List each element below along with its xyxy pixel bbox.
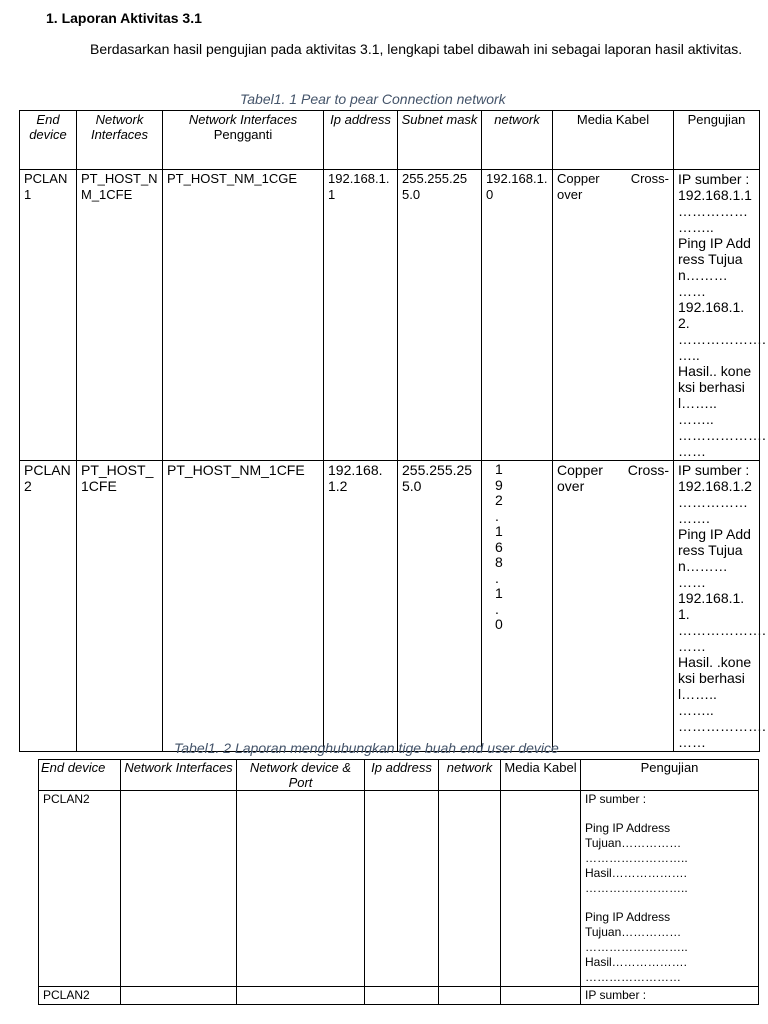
cell-media-kabel[interactable]: [501, 791, 581, 987]
network-char: 1: [495, 461, 503, 477]
pengujian-line: ……: [678, 734, 706, 750]
section-paragraph: Berdasarkan hasil pengujian pada aktivitas 3.1, lengkapi tabel dibawah ini sebagai laporan hasil aktivitas.: [90, 41, 743, 57]
cell-pengganti: PT_HOST_NM_1CFE: [163, 461, 324, 752]
cell-network-vertical: [482, 461, 553, 752]
cell-ip-address[interactable]: [365, 987, 439, 1005]
cell-network[interactable]: [439, 791, 501, 987]
pengujian-line: ……………: [678, 203, 748, 219]
network-char: .: [495, 600, 499, 617]
pengujian-line: Hasil……………….: [585, 866, 688, 880]
pengujian-line: ……..: [678, 702, 714, 718]
network-char: 2: [495, 492, 503, 508]
pengujian-line: …….: [678, 510, 710, 526]
pengujian-line: ……………………..: [585, 881, 688, 895]
pengujian-line: Ping IP Address Tujuan………: [678, 235, 751, 283]
cell-media-kabel: [553, 461, 674, 752]
media-word-a: Copper: [557, 462, 603, 478]
cell-network-device-port[interactable]: [237, 987, 365, 1005]
header-network-device-port: Network device & Port: [237, 760, 365, 791]
media-word-b: Cross-: [630, 171, 669, 186]
network-char: .: [495, 507, 499, 524]
table2-caption: Tabel1. 2 Laporan menghubungkan tige buah end user device: [174, 740, 559, 756]
media-word-c: over: [557, 478, 585, 494]
pengujian-line: ……………………..: [585, 851, 688, 865]
pengujian-line: ……..: [678, 411, 714, 427]
cell-network: 192.168.1.0: [482, 170, 553, 461]
cell-end-device: PCLAN2: [39, 987, 121, 1005]
header-network: network: [439, 760, 501, 791]
pengujian-line: ……………….: [678, 331, 766, 347]
network-char: 1: [495, 523, 503, 539]
cell-subnet-mask: 255.255.255.0: [398, 170, 482, 461]
header-pengujian: Pengujian: [674, 111, 760, 170]
header-ni-pengganti-line2: Pengganti: [213, 127, 273, 142]
media-word-a: Copper: [557, 171, 600, 186]
table1-caption: Tabel1. 1 Pear to pear Connection network: [240, 91, 506, 107]
header-media-kabel: Media Kabel: [553, 111, 674, 170]
pengujian-line: Ping IP Address Tujuan………: [678, 526, 751, 574]
cell-network-interfaces: PT_HOST_NM_1CFE: [77, 170, 163, 461]
network-char: 6: [495, 538, 503, 555]
pengujian-line: ……..: [678, 219, 714, 235]
section-heading: 1. Laporan Aktivitas 3.1: [46, 10, 202, 26]
pengujian-line: IP sumber : 192.168.1.1: [678, 171, 752, 203]
table-row: [39, 791, 759, 987]
cell-network[interactable]: [439, 987, 501, 1005]
cell-end-device: PCLAN2: [39, 791, 121, 987]
pengujian-line: ……: [678, 443, 706, 459]
header-end-device: End device: [20, 111, 77, 170]
pengujian-line: ……: [678, 283, 706, 299]
pengujian-line: Ping IP Address: [585, 821, 671, 835]
cell-ip-address[interactable]: [365, 791, 439, 987]
pengujian-line: IP sumber :: [585, 988, 647, 1002]
network-char: 0: [495, 616, 503, 632]
cell-pengujian: [581, 791, 759, 987]
cell-end-device: PCLAN2: [20, 461, 77, 752]
peer-connection-table: [19, 110, 766, 752]
network-char: .: [495, 569, 499, 586]
cell-network-interfaces[interactable]: [121, 987, 237, 1005]
header-ni-pengganti: [163, 111, 324, 170]
pengujian-line: ……: [678, 638, 706, 654]
media-word-c: over: [557, 187, 583, 202]
network-char: 9: [495, 476, 503, 493]
header-pengujian: Pengujian: [581, 760, 759, 791]
network-char: 8: [495, 554, 503, 570]
cell-network-interfaces: PT_HOST_1CFE: [77, 461, 163, 752]
cell-pengganti: PT_HOST_NM_1CGE: [163, 170, 324, 461]
pengujian-line: Hasil……………….: [585, 955, 688, 969]
cell-end-device: PCLAN1: [20, 170, 77, 461]
cell-ip-address: 192.168.1.1: [324, 170, 398, 461]
cell-media-kabel: [553, 170, 674, 461]
cell-network-device-port[interactable]: [237, 791, 365, 987]
table2-header-row: [39, 760, 759, 791]
cell-subnet-mask: 255.255.255.0: [398, 461, 482, 752]
header-end-device: End device: [39, 760, 121, 791]
cell-pengujian: [581, 987, 759, 1005]
header-network: network: [482, 111, 553, 170]
pengujian-line: ……………………: [585, 970, 681, 984]
pengujian-line: 192.168.1.2.: [678, 299, 745, 331]
table-row: [39, 987, 759, 1005]
pengujian-line: ……………….: [678, 622, 766, 638]
pengujian-line: Tujuan……………: [585, 925, 682, 939]
table1-header-row: [20, 111, 760, 170]
header-media-kabel: Media Kabel: [501, 760, 581, 791]
cell-ip-address: 192.168.1.2: [324, 461, 398, 752]
pengujian-line: ……………: [678, 494, 748, 510]
pengujian-line: ……………….: [678, 427, 766, 443]
cell-pengujian: [674, 461, 766, 752]
pengujian-line: IP sumber : 192.168.1.2: [678, 462, 752, 494]
table-row: [20, 170, 760, 461]
header-subnet-mask: Subnet mask: [398, 111, 482, 170]
header-ip-address: Ip address: [324, 111, 398, 170]
pengujian-line: ……………………..: [585, 940, 688, 954]
pengujian-line: 192.168.1.1.: [678, 590, 745, 622]
header-network-interfaces: Network Interfaces: [77, 111, 163, 170]
header-ip-address: Ip address: [365, 760, 439, 791]
pengujian-line: Hasil. .koneksi berhasil……..: [678, 654, 752, 702]
pengujian-line: Tujuan……………: [585, 836, 682, 850]
media-word-b: Cross-: [627, 462, 669, 478]
pengujian-line: Hasil.. koneksi berhasil……..: [678, 363, 752, 411]
table-row: [20, 461, 760, 752]
pengujian-line: Ping IP Address: [585, 910, 671, 924]
pengujian-line: IP sumber :: [585, 792, 647, 806]
cell-media-kabel[interactable]: [501, 987, 581, 1005]
pengujian-line: …..: [678, 347, 700, 363]
header-network-interfaces: Network Interfaces: [121, 760, 237, 791]
pengujian-line: ……: [678, 574, 706, 590]
header-ni-pengganti-line1: Network Interfaces: [188, 112, 298, 127]
pengujian-line: ……………….: [678, 718, 766, 734]
three-device-table: [38, 759, 759, 1005]
cell-network-interfaces[interactable]: [121, 791, 237, 987]
network-char: 1: [495, 585, 503, 601]
cell-pengujian: [674, 170, 766, 461]
